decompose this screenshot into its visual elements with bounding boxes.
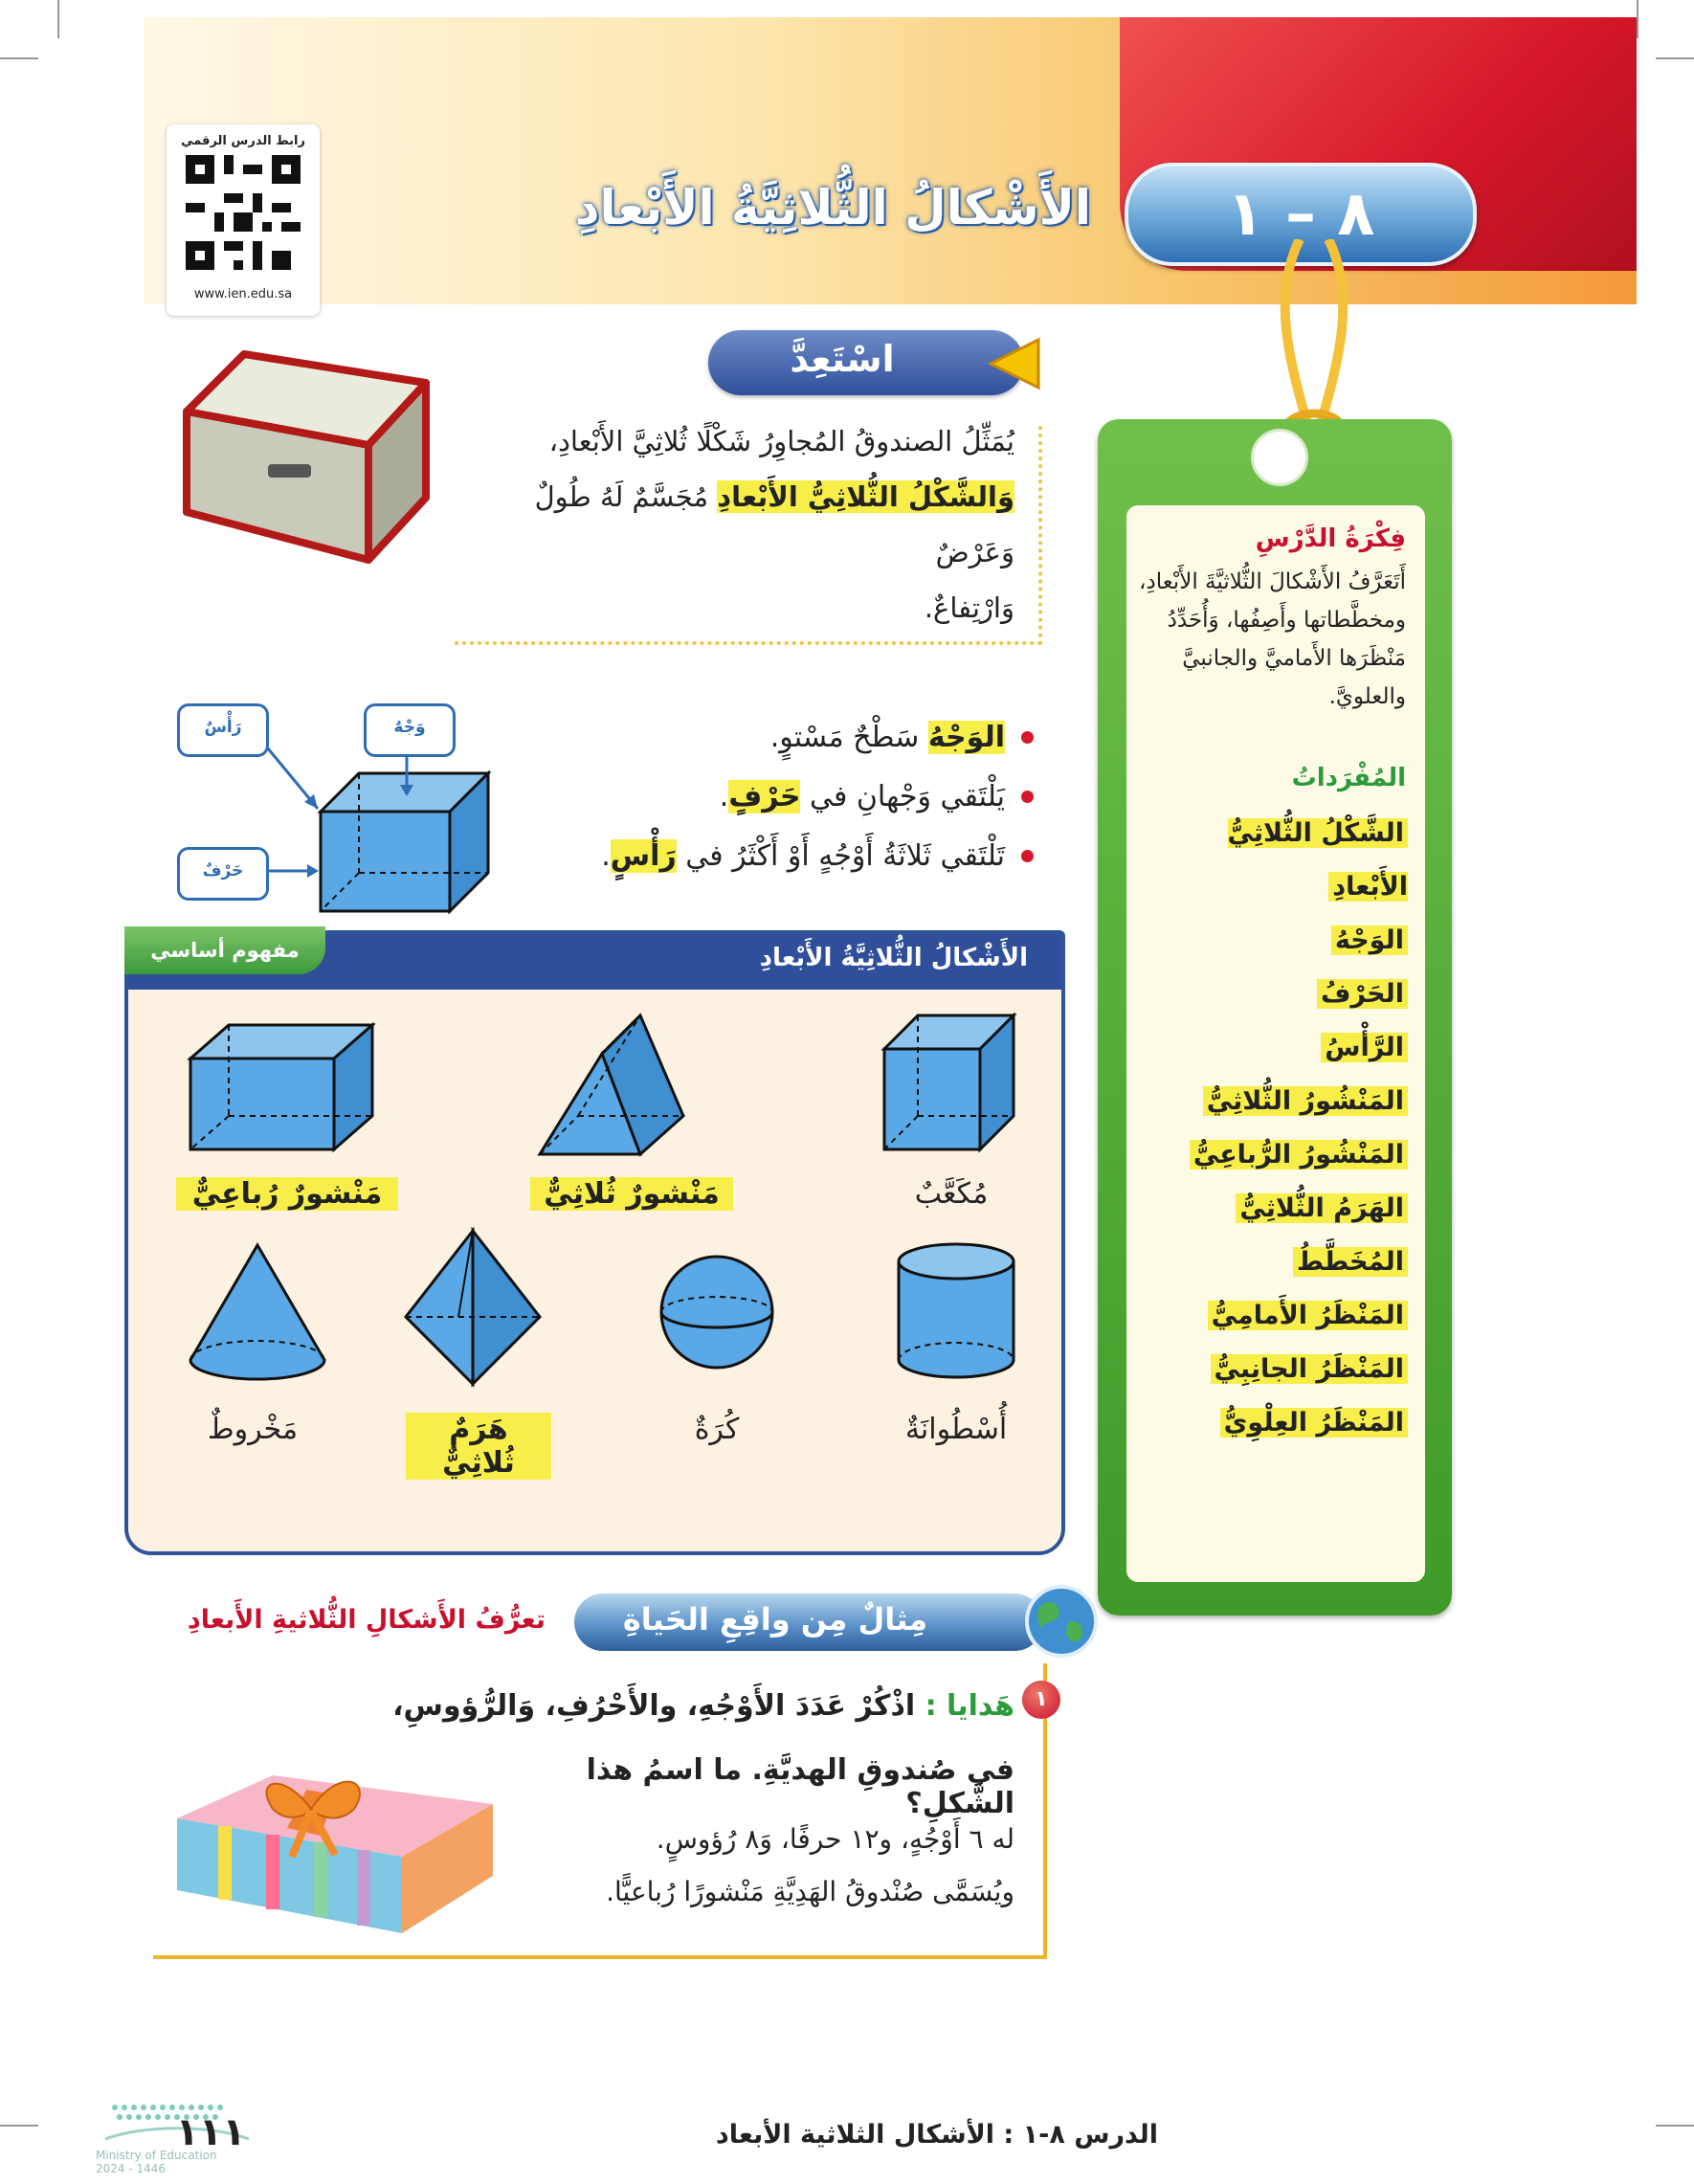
callout-face: وَجْهٌ	[364, 703, 456, 757]
key-concept-box	[124, 930, 1065, 1555]
example-answer-line-2: ويُسَمَّى صُنْدوقُ الهَدِيَّةِ مَنْشورًا رُباعيًّا.	[606, 1876, 1014, 1907]
cube-icon	[880, 1011, 1018, 1154]
vocab-item	[1140, 1075, 1408, 1128]
vocab-term: الهَرَمُ الثُّلاثِيُّ	[1236, 1193, 1408, 1223]
intro-line-2-rest: مُجَسَّمٌ لَهُ طُولٌ وَعَرْضٌ	[534, 480, 1014, 568]
vocab-term: الرَّأْسُ	[1321, 1033, 1408, 1062]
footer-lesson-ref: الدرس ٨-١ : الأشكال الثلاثية الأبعاد	[715, 2120, 1158, 2150]
definition-face	[593, 708, 1034, 768]
cube-parts-diagram	[172, 699, 502, 919]
crop-mark	[57, 0, 59, 38]
real-world-example-label: مِثالٌ مِن واقِعِ الحَياةِ	[622, 1601, 928, 1638]
rectangular-prism-icon	[186, 1020, 377, 1154]
vocab-item	[1140, 807, 1408, 914]
period: .	[601, 839, 611, 873]
example-heading: تعرُّفُ الأَشكالِ الثُّلاثيةِ الأَبعادِ	[187, 1605, 546, 1635]
qr-card[interactable]	[167, 124, 320, 316]
vocab-item	[1140, 1396, 1408, 1450]
get-ready-label: اسْتَعِدَّ	[790, 338, 895, 380]
example-number-badge: ١	[1022, 1681, 1060, 1719]
vocabulary-list	[1140, 807, 1408, 1450]
gift-box-image	[167, 1742, 498, 1938]
label-rectangular-prism: مَنْشورٌ رُباعِيٌّ	[176, 1177, 398, 1211]
bookmark-hole	[1251, 429, 1308, 486]
vocab-item	[1140, 1021, 1408, 1075]
globe-icon	[1024, 1584, 1099, 1659]
definition-vertex	[593, 827, 1034, 886]
vocab-term: المَنْظَرُ الجانِبِيُّ	[1211, 1354, 1408, 1384]
key-concept-tag: مفهوم أساسي	[124, 926, 325, 974]
ministry-year: 2024 - 1446	[96, 2162, 167, 2175]
qr-caption: رابط الدرس الرقمي	[181, 134, 305, 148]
label-sphere: كُرَةٌ	[694, 1413, 740, 1446]
triangular-prism-icon	[530, 1011, 693, 1164]
term-3d-figure: وَالشَّكْلُ الثُّلاثِيُّ الأَبْعادِ	[717, 480, 1014, 513]
callout-edge: حَرْفٌ	[177, 847, 269, 901]
arrow-left-icon	[986, 335, 1043, 392]
vocab-item	[1140, 1289, 1408, 1343]
lesson-idea-title: فِكْرَةُ الدَّرْسِ	[1255, 524, 1406, 553]
triangular-pyramid-icon	[401, 1226, 545, 1389]
vocab-term: الحَرْفُ	[1317, 979, 1408, 1009]
vocab-item	[1140, 968, 1408, 1021]
vocab-term: المَنْشُورُ الرُّباعِيُّ	[1190, 1140, 1408, 1170]
qr-code-icon	[186, 155, 301, 270]
vocab-item	[1140, 1343, 1408, 1396]
example-topic: هَدايا :	[925, 1689, 1014, 1723]
crop-mark	[0, 2125, 38, 2127]
label-cone: مَخْروطٌ	[207, 1413, 299, 1446]
definition-vertex-text: تَلْتَقي ثَلاثَةُ أَوْجُهٍ أَوْ أَكْثَرُ في	[676, 839, 1005, 873]
lesson-title: الأَشْكالُ الثُّلاثِيَّةُ الأَبْعادِ	[574, 180, 1091, 235]
vocab-term: المَنْشُورُ الثُّلاثِيُّ	[1203, 1086, 1408, 1116]
cone-icon	[181, 1240, 334, 1384]
intro-line-2	[450, 469, 1014, 580]
vocab-term: الشَّكْلُ الثُّلاثِيُّ الأَبْعادِ	[1227, 818, 1408, 902]
real-world-example-banner	[574, 1593, 1043, 1651]
vocab-item	[1140, 1182, 1408, 1236]
vocab-term: الوَجْهُ	[1331, 925, 1408, 955]
term-edge: حَرْفٍ	[728, 780, 801, 813]
intro-line-3: وَارْتِفاعٌ.	[924, 591, 1014, 624]
vocab-term: المَنْظَرُ العِلْوِيُّ	[1220, 1408, 1408, 1437]
example-question-line-1	[364, 1689, 1014, 1723]
example-answer-line-1: له ٦ أَوْجُهٍ، و١٢ حرفًا، وَ٨ رُؤوسٍ.	[656, 1823, 1014, 1855]
key-concept-title: الأَشْكالُ الثُّلاثِيَّةُ الأَبْعادِ	[759, 944, 1028, 972]
page-number: ١١١	[175, 2110, 246, 2154]
crop-mark	[0, 57, 38, 59]
intro-line-1: يُمَثِّلُ الصندوقُ المُجاوِرُ شَكْلًا ثُلاثِيَّ الأَبْعادِ،	[548, 425, 1014, 457]
lesson-bookmark	[1098, 419, 1452, 1616]
get-ready-text	[450, 413, 1014, 635]
vocab-item	[1140, 1128, 1408, 1182]
lesson-idea-text: أَتَعَرَّفُ الأَشْكالَ الثُّلاثيَّةَ الأَبْعادِ، ومخطَّطاتها وأَصِفُها، وَأُحَدِّدُ مَنْظَرَها الأَماميَّ والجانبيَّ والعلويَّ.	[1139, 569, 1406, 709]
cylinder-icon	[894, 1240, 1018, 1384]
term-face: الوَجْهُ	[927, 721, 1005, 754]
crop-mark	[1656, 57, 1694, 59]
crop-mark	[1656, 2125, 1694, 2127]
label-cylinder: أُسْطُوانَةٌ	[904, 1413, 1008, 1446]
callout-vertex: رَأْسٌ	[177, 703, 269, 757]
label-triangular-pyramid: هَرَمٌ ثُلاثِيٌّ	[406, 1413, 551, 1480]
period: .	[719, 780, 729, 813]
lesson-number-badge: ٨ – ١	[1125, 163, 1477, 266]
vocabulary-title: المُفْرَداتُ	[1291, 764, 1406, 792]
ministry-name: Ministry of Education	[96, 2149, 217, 2162]
crop-mark	[1637, 0, 1638, 38]
definitions-list	[593, 708, 1034, 886]
label-cube: مُكَعَّبٌ	[914, 1177, 989, 1211]
sphere-icon	[655, 1250, 779, 1374]
definition-edge-text: يَلْتَقي وَجْهانِ في	[800, 780, 1005, 813]
example-question-text: اذْكُرْ عَدَدَ الأَوْجُهِ، والأَحْرُفِ، وَالرُّؤوسِ،	[392, 1689, 925, 1723]
storage-box-image	[177, 345, 431, 569]
bookmark-content	[1126, 505, 1425, 1582]
qr-url: www.ien.edu.sa	[193, 287, 293, 301]
term-vertex: رَأْسٍ	[610, 839, 677, 873]
get-ready-banner	[708, 330, 1024, 395]
example-question-line-2: في صُندوقِ الهديَّةِ. ما اسمُ هذا الشَّكلِ؟	[586, 1753, 1014, 1820]
label-triangular-prism: مَنْشورٌ ثُلاثِيٌّ	[530, 1177, 733, 1211]
definition-edge	[593, 768, 1034, 827]
vocab-item	[1140, 914, 1408, 968]
vocab-item	[1140, 1236, 1408, 1289]
vocab-term: المُخَطَّطُ	[1293, 1247, 1408, 1277]
definition-face-text: سَطْحٌ مَسْتوٍ.	[769, 721, 928, 754]
vocab-term: المَنْظَرُ الأَمامِيُّ	[1208, 1301, 1408, 1330]
